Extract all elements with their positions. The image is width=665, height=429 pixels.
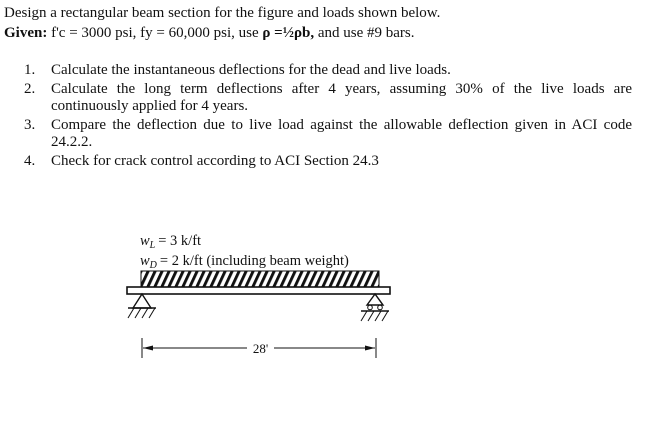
beam [127, 287, 390, 294]
task-number: 1. [24, 62, 36, 78]
problem-title: Design a rectangular beam section for the figure and loads shown below. [4, 5, 441, 21]
task-text: Calculate the long term deflections after 4 years, assuming 30% of the live loads are continuously applied for 4 years. [51, 81, 632, 114]
roller-support-right [361, 294, 389, 321]
pin-support-left [128, 294, 156, 318]
given-label: Given: [4, 25, 48, 41]
given-tail: and use #9 bars. [317, 25, 415, 41]
given-rho: ρ =½ρb, [262, 25, 315, 41]
span-dimension [142, 338, 376, 358]
task-number: 3. [24, 117, 36, 133]
task-number: 4. [24, 153, 36, 169]
task-text: Compare the deflection due to live load against the allowable deflection given in ACI code 24.2.2. [51, 117, 632, 150]
dead-load-label: $w_D = 2$ k/ft (including beam weight) [140, 253, 349, 271]
given-fc: f'c = 3000 psi, [51, 25, 137, 41]
distributed-load [141, 271, 379, 287]
given-use: use [238, 25, 259, 41]
span-label: 28' [252, 341, 269, 356]
task-text: Calculate the instantaneous deflections for the dead and live loads. [51, 62, 451, 78]
task-text: Check for crack control according to ACI Section 24.3 [51, 153, 379, 169]
live-load-label: $w_L = 3$ k/ft [140, 233, 202, 251]
given-fy: fy = 60,000 psi, [140, 25, 235, 41]
task-number: 2. [24, 81, 36, 97]
